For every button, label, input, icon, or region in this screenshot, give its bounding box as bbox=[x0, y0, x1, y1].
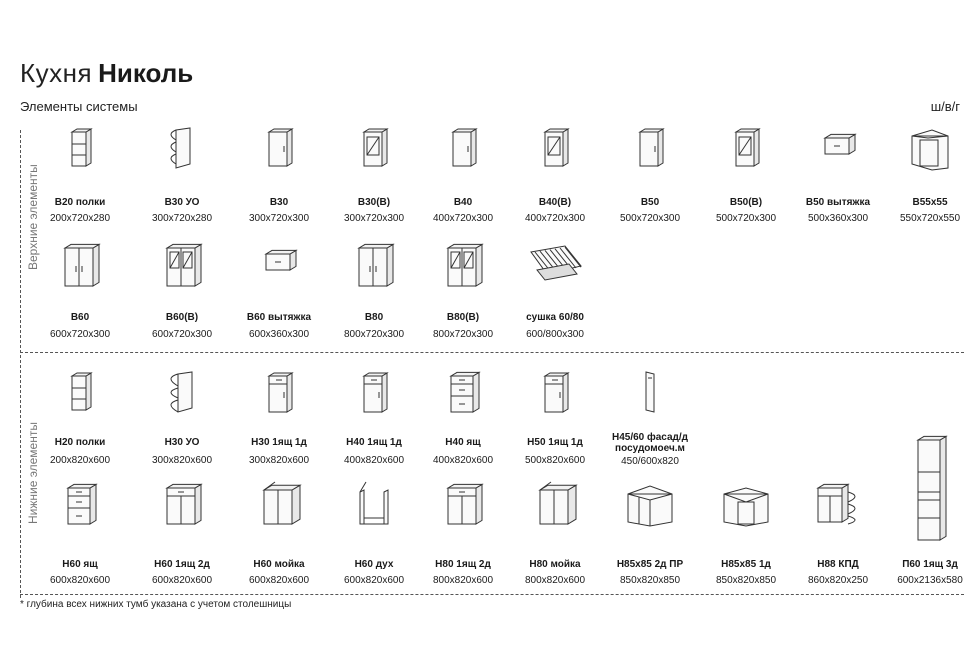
section-divider-bottom bbox=[20, 594, 964, 595]
item-size: 600/800х300 bbox=[526, 329, 584, 340]
item-size: 850х820х850 bbox=[715, 575, 777, 586]
item-name: Н45/60 фасад/д посудомоеч.м bbox=[611, 432, 689, 454]
item-name: Н60 ящ bbox=[62, 559, 98, 570]
item-name: П60 1ящ 3д bbox=[902, 559, 958, 570]
item-size: 300х720х300 bbox=[343, 213, 405, 224]
item-name: Н40 1ящ 1д bbox=[346, 437, 402, 448]
item-size: 800х720х300 bbox=[432, 329, 494, 340]
footnote: * глубина всех нижних тумб указана с учетом столешницы bbox=[20, 599, 292, 610]
corner-wall-cabinet-icon bbox=[880, 124, 980, 180]
item-name: В30(В) bbox=[357, 197, 391, 208]
item-name: В80 bbox=[364, 312, 384, 323]
item-name: Н20 полки bbox=[54, 437, 106, 448]
base-1-drawer-1-door-icon bbox=[229, 366, 329, 422]
base-with-end-shelf-icon bbox=[788, 478, 888, 534]
item-size: 860х820х250 bbox=[807, 575, 869, 586]
item-name: В50 вытяжка bbox=[805, 197, 871, 208]
item-name: В60(В) bbox=[165, 312, 199, 323]
item-size: 300х820х600 bbox=[151, 455, 213, 466]
corner-open-shelf-icon bbox=[132, 124, 232, 180]
item-size: 600х820х600 bbox=[343, 575, 405, 586]
narrow-open-shelf-cabinet-icon bbox=[30, 124, 130, 180]
corner-base-1-door-icon bbox=[696, 478, 796, 534]
item-name: Н85х85 2д ПР bbox=[616, 559, 684, 570]
wall-cabinet-1-door-icon bbox=[413, 124, 513, 180]
wall-cabinet-2-glass-door-icon bbox=[413, 240, 513, 296]
dish-drying-rack-icon bbox=[505, 240, 605, 296]
item-name: Н40 ящ bbox=[445, 437, 481, 448]
base-1-drawer-2-door-icon bbox=[132, 478, 232, 534]
corner-base-2-door-icon bbox=[600, 478, 700, 534]
base-1-drawer-2-door-icon bbox=[413, 478, 513, 534]
item-size: 400х720х300 bbox=[432, 213, 494, 224]
item-size: 400х720х300 bbox=[524, 213, 586, 224]
item-name: В80(В) bbox=[446, 312, 480, 323]
wall-cabinet-2-door-icon bbox=[30, 240, 130, 296]
item-size: 200х820х600 bbox=[49, 455, 111, 466]
item-name: Н50 1ящ 1д bbox=[527, 437, 583, 448]
item-name: Н60 дух bbox=[354, 559, 394, 570]
wall-cabinet-1-door-icon bbox=[229, 124, 329, 180]
item-size: 600х820х600 bbox=[248, 575, 310, 586]
item-size: 300х720х300 bbox=[248, 213, 310, 224]
item-name: В50 bbox=[640, 197, 660, 208]
base-drawers-icon bbox=[413, 366, 513, 422]
item-name: Н60 мойка bbox=[253, 559, 305, 570]
lower-section-label: Нижние элементы bbox=[26, 422, 40, 524]
item-name: сушка 60/80 bbox=[526, 312, 584, 323]
item-name: Н88 КПД bbox=[817, 559, 859, 570]
item-size: 850х820х850 bbox=[619, 575, 681, 586]
item-name: В55х55 bbox=[912, 197, 948, 208]
sink-base-icon bbox=[505, 478, 605, 534]
dishwasher-facade-icon bbox=[600, 366, 700, 422]
section-divider-middle bbox=[20, 352, 964, 353]
item-size: 500х720х300 bbox=[715, 213, 777, 224]
item-size: 400х820х600 bbox=[432, 455, 494, 466]
item-size: 800х820х600 bbox=[524, 575, 586, 586]
sink-base-icon bbox=[229, 478, 329, 534]
item-size: 500х360х300 bbox=[807, 213, 869, 224]
item-name: В30 УО bbox=[164, 197, 200, 208]
item-name: Н60 1ящ 2д bbox=[154, 559, 210, 570]
item-name: В20 полки bbox=[54, 197, 106, 208]
wall-cabinet-glass-door-icon bbox=[505, 124, 605, 180]
wall-cabinet-2-glass-door-icon bbox=[132, 240, 232, 296]
page-title bbox=[20, 58, 193, 88]
narrow-base-shelf-icon bbox=[30, 366, 130, 422]
item-size: 600х820х600 bbox=[49, 575, 111, 586]
item-size: 500х720х300 bbox=[619, 213, 681, 224]
item-name: Н80 мойка bbox=[529, 559, 581, 570]
item-size: 550х720х550 bbox=[899, 213, 961, 224]
tall-pencil-cabinet-icon bbox=[880, 434, 980, 546]
wall-cabinet-glass-door-icon bbox=[696, 124, 796, 180]
base-1-drawer-1-door-icon bbox=[505, 366, 605, 422]
item-name: Н30 1ящ 1д bbox=[251, 437, 307, 448]
item-name: Н30 УО bbox=[164, 437, 200, 448]
hood-cabinet-icon bbox=[788, 124, 888, 180]
item-size: 600х820х600 bbox=[151, 575, 213, 586]
item-size: 450/600х820 bbox=[621, 456, 679, 467]
item-name: В30 bbox=[269, 197, 289, 208]
oven-base-icon bbox=[324, 478, 424, 534]
item-name: Н85х85 1д bbox=[721, 559, 771, 570]
item-size: 800х820х600 bbox=[432, 575, 494, 586]
item-size: 600х720х300 bbox=[49, 329, 111, 340]
wall-cabinet-glass-door-icon bbox=[324, 124, 424, 180]
base-drawers-icon bbox=[30, 478, 130, 534]
page-title-light: Кухня bbox=[20, 58, 93, 88]
item-size: 500х820х600 bbox=[524, 455, 586, 466]
wall-cabinet-2-door-icon bbox=[324, 240, 424, 296]
page-title-bold: Николь bbox=[98, 58, 194, 88]
base-corner-open-shelf-icon bbox=[132, 366, 232, 422]
item-name: В60 bbox=[70, 312, 90, 323]
item-size: 600х360х300 bbox=[248, 329, 310, 340]
section-divider-vertical bbox=[20, 130, 21, 598]
item-name: В40(В) bbox=[538, 197, 572, 208]
dimensions-legend: ш/в/г bbox=[930, 99, 960, 114]
item-size: 600х720х300 bbox=[151, 329, 213, 340]
item-size: 600х2136х580 bbox=[897, 575, 963, 586]
item-size: 200х720х280 bbox=[49, 213, 111, 224]
wall-cabinet-1-door-icon bbox=[600, 124, 700, 180]
item-size: 300х720х280 bbox=[151, 213, 213, 224]
item-name: В50(В) bbox=[729, 197, 763, 208]
hood-cabinet-icon bbox=[229, 240, 329, 296]
item-name: В60 вытяжка bbox=[246, 312, 312, 323]
page-subtitle: Элементы системы bbox=[20, 99, 138, 114]
item-name: В40 bbox=[453, 197, 473, 208]
base-1-drawer-1-door-icon bbox=[324, 366, 424, 422]
item-name: Н80 1ящ 2д bbox=[435, 559, 491, 570]
upper-section-label: Верхние элементы bbox=[26, 164, 40, 270]
item-size: 400х820х600 bbox=[343, 455, 405, 466]
item-size: 800х720х300 bbox=[343, 329, 405, 340]
item-size: 300х820х600 bbox=[248, 455, 310, 466]
